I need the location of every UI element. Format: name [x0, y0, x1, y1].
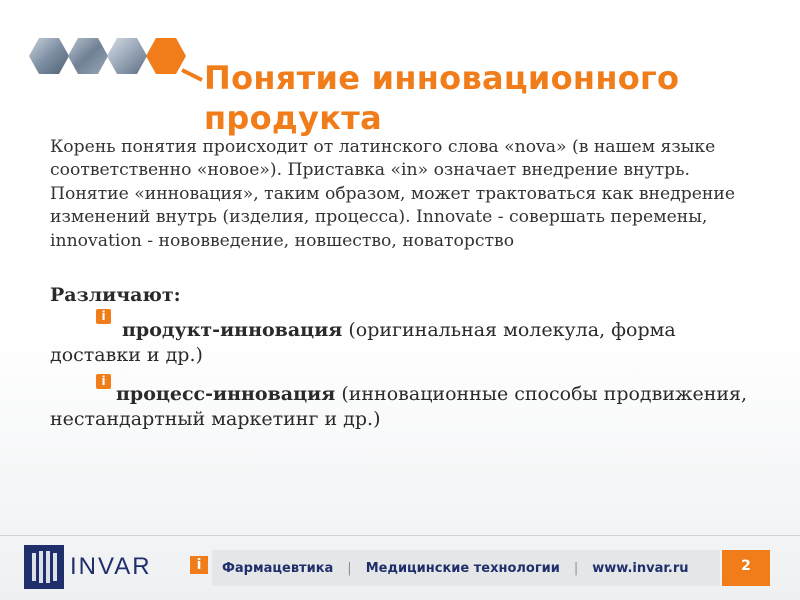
footer-link-medtech[interactable]: Медицинские технологии: [365, 560, 560, 576]
footer-link-website[interactable]: www.invar.ru: [592, 560, 689, 576]
logo-emblem: [24, 545, 64, 589]
item-term: продукт-инновация: [122, 319, 343, 341]
definition-paragraph: Корень понятия происходит от латинского слова «nova» (в нашем языке соответственно «новое»). Приставка «in» означает внедрение внутрь. Понятие «инновация», таким образом, может трактоваться как внедрение изменений внутрь (изделия, процесса). Innovate - совершать перемены, innovation - нововведение, новшество, новаторство: [50, 137, 736, 251]
info-bullet-icon: i: [96, 309, 111, 324]
item-description: (оригинальная молекула, форма доставки и др.): [50, 319, 676, 366]
item-description: (инновационные способы продвижения, нестандартный маркетинг и др.): [50, 383, 748, 430]
info-bullet-icon: i: [96, 374, 111, 389]
invar-logo: [24, 545, 184, 589]
list-item: [50, 318, 770, 368]
item-term: процесс-инновация: [116, 383, 336, 405]
footer-links-bar: [212, 550, 720, 586]
footer-divider: [0, 535, 800, 536]
info-icon: i: [190, 556, 208, 574]
hexagon-2: [68, 38, 108, 74]
hexagon-logo-decoration: [24, 34, 204, 94]
list-item: [50, 382, 770, 432]
footer-separator: |: [573, 560, 579, 576]
slide-title: Понятие инновационного продукта: [204, 59, 680, 137]
footer-separator: |: [347, 560, 352, 576]
logo-text: INVAR: [70, 553, 152, 580]
hexagon-1: [29, 38, 69, 74]
hexagon-orange: [146, 38, 186, 74]
footer-link-pharma[interactable]: Фармацевтика: [222, 560, 334, 576]
distinguish-label: Различают:: [50, 284, 181, 306]
hexagon-3: [107, 38, 147, 74]
page-number: 2: [722, 550, 770, 586]
hexagon-line: [182, 70, 202, 80]
